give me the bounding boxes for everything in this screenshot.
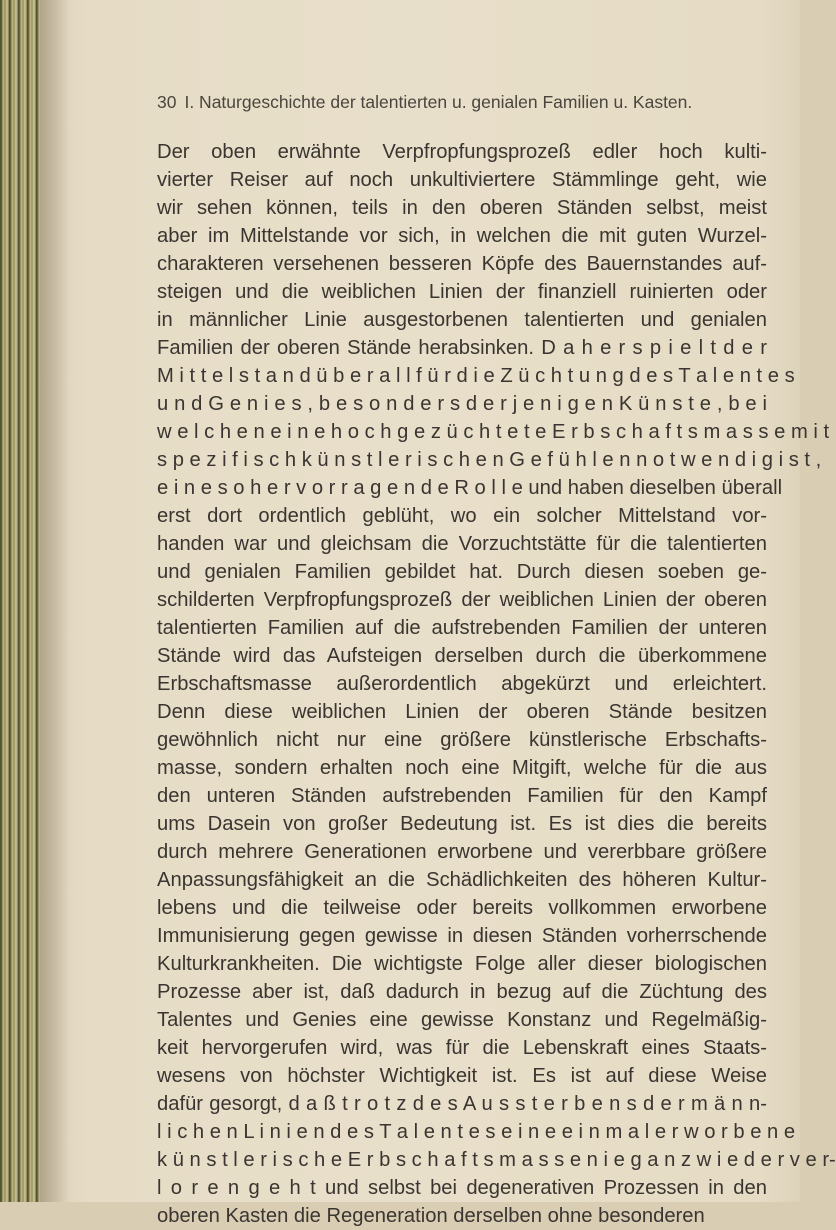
text-line: Kulturkrankheiten. Die wichtigste Folge aller dieser biologischen [157,953,767,975]
text-line: l i c h e n L i n i e n d e s T a l e n t e s e i n e e i n m a l e r w o r b e n e [157,1121,796,1143]
book-binding-edge [0,0,40,1202]
text-line: Talentes und Genies eine gewisse Konstanz und Regelmäßig- [157,1009,767,1031]
text-line: wesens von höchster Wichtigkeit ist. Es ist auf diese Weise [157,1065,767,1087]
text-line: keit hervorgerufen wird, was für die Lebenskraft eines Staats- [157,1037,767,1059]
text-line: lebens und die teilweise oder bereits vollkommen erworbene [157,897,767,919]
text-line: Erbschaftsmasse außerordentlich abgekürzt und erleichtert. [157,673,767,695]
text-line: charakteren versehenen besseren Köpfe des Bauernstandes auf- [157,253,767,275]
text-line: vierter Reiser auf noch unkultiviertere Stämmlinge geht, wie [157,169,767,191]
gutter-shadow [40,0,70,1202]
text-line: Prozesse aber ist, daß dadurch in bezug auf die Züchtung des [157,981,767,1003]
text-line: Denn diese weiblichen Linien der oberen Stände besitzen [157,701,767,723]
text-line: M i t t e l s t a n d ü b e r a l l f ü r d i e Z ü c h t u n g d e s T a l e n t e s [157,365,795,387]
text-line: gewöhnlich nicht nur eine größere künstlerische Erbschafts- [157,729,767,751]
text-line: Immunisierung gegen gewisse in diesen Ständen vorherrschende [157,925,767,947]
text-line: dafür gesorgt, d a ß t r o t z d e s A u s s t e r b e n s d e r m ä n n- [157,1093,767,1115]
text-line: oberen Kasten die Regeneration derselben ohne besonderen [157,1205,705,1227]
text-line: Stände wird das Aufsteigen derselben durch die überkommene [157,645,767,667]
text-line: Der oben erwähnte Verpfropfungsprozeß edler hoch kulti- [157,141,767,163]
body-text [157,138,836,1230]
text-line: w e l c h e n e i n e h o c h g e z ü c h t e t e E r b s c h a f t s m a s s e m i t [157,421,830,443]
page-number: 30 [157,92,177,112]
text-line: in männlicher Linie ausgestorbenen talentierten und genialen [157,309,767,331]
text-line: Familien der oberen Stände herabsinken. D a h e r s p i e l t d e r [157,337,767,359]
text-line: k ü n s t l e r i s c h e E r b s c h a f t s m a s s e n i e g a n z w i e d e r v e r- [157,1149,836,1171]
text-line: ums Dasein von großer Bedeutung ist. Es ist dies die bereits [157,813,767,835]
text-line: masse, sondern erhalten noch eine Mitgift, welche für die aus [157,757,767,779]
text-line: s p e z i f i s c h k ü n s t l e r i s c h e n G e f ü h l e n n o t w e n d i g i s t , [157,449,822,471]
text-line: erst dort ordentlich geblüht, wo ein solcher Mittelstand vor- [157,505,767,527]
text-line: Anpassungsfähigkeit an die Schädlichkeiten des höheren Kultur- [157,869,767,891]
text-line: aber im Mittelstande vor sich, in welchen die mit guten Wurzel- [157,225,767,247]
text-line: wir sehen können, teils in den oberen Ständen selbst, meist [157,197,767,219]
text-line: talentierten Familien auf die aufstrebenden Familien der unteren [157,617,767,639]
text-line: und genialen Familien gebildet hat. Durch diesen soeben ge- [157,561,767,583]
running-title: I. Naturgeschichte der talentierten u. genialen Familien u. Kasten. [184,92,693,112]
text-line: durch mehrere Generationen erworbene und vererbbare größere [157,841,767,863]
text-line: den unteren Ständen aufstrebenden Familien für den Kampf [157,785,767,807]
running-header [157,92,692,113]
text-line: handen war und gleichsam die Vorzuchtstätte für die talentierten [157,533,767,555]
text-line: schilderten Verpfropfungsprozeß der weiblichen Linien der oberen [157,589,767,611]
text-line: u n d G e n i e s , b e s o n d e r s d e r j e n i g e n K ü n s t e , b e i [157,393,767,415]
text-line: steigen und die weiblichen Linien der finanziell ruinierten oder [157,281,767,303]
text-line: l o r e n g e h t und selbst bei degenerativen Prozessen in den [157,1177,767,1199]
text-line: e i n e s o h e r v o r r a g e n d e R o l l e und haben dieselben überall [157,477,783,499]
